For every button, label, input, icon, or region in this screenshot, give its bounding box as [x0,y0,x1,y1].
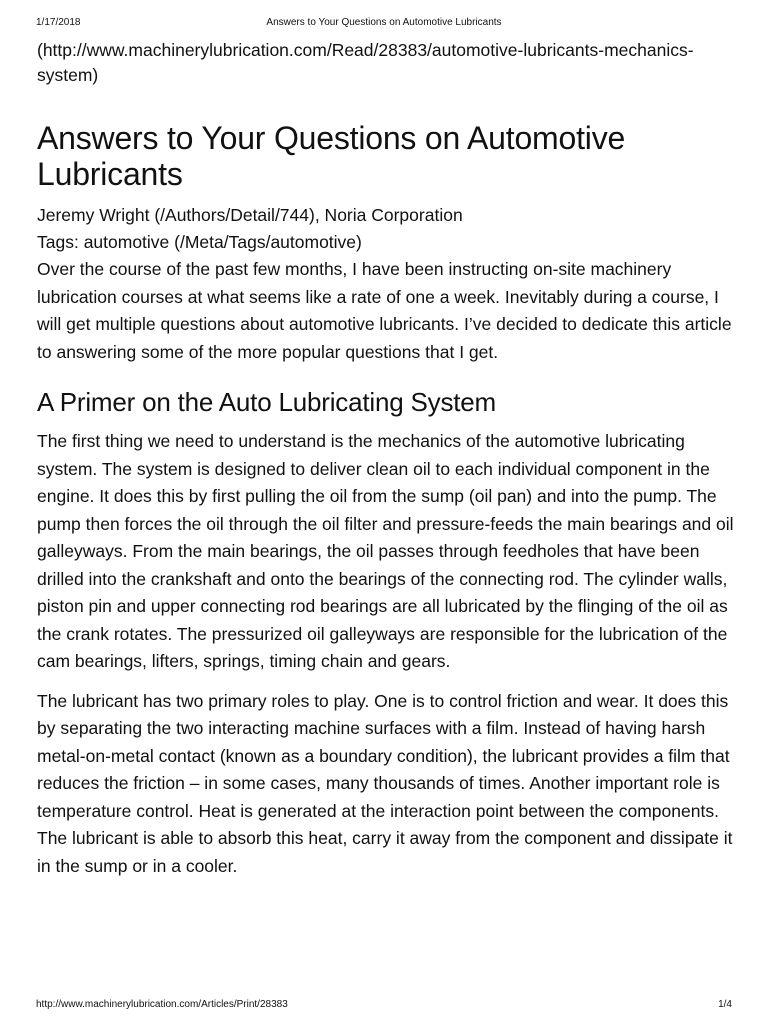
print-date: 1/17/2018 [36,17,81,28]
body-paragraph: The lubricant has two primary roles to play. One is to control friction and wear. It does this by separating the two interacting machine surfaces with a film. Instead of having harsh metal-on-metal contact (known as a boundary condition), the lubricant provides a film that reduces the friction – in some cases, many thousands of times. Another important role is temperature control. Heat is generated at the interaction point between the components. The lubricant is able to absorb this heat, carry it away from the component and dissipate it in the sump or in a cooler. [37,690,733,876]
tags-line: Tags: automotive (/Meta/Tags/automotive) [37,232,362,252]
print-header [36,16,732,30]
article-meta [37,202,737,256]
intro-paragraph: Over the course of the past few months, I have been instructing on-site machinery lubrication courses at what seems like a rate of one a week. Inevitably during a course, I will get multiple questions about automotive lubricants. I’ve decided to dedicate this article to answering some of the more popular questions that I get. [37,259,732,362]
footer-url: http://www.machinerylubrication.com/Articles/Print/28383 [36,999,288,1010]
article-content [37,38,737,880]
print-footer [36,998,732,1012]
body-paragraph: The first thing we need to understand is the mechanics of the automotive lubricating system. The system is designed to deliver clean oil to each individual component in the engine. It does this by first pulling the oil from the sump (oil pan) and into the pump. The pump then forces the oil through the oil filter and pressure-feeds the main bearings and oil galleyways. From the main bearings, the oil passes through feedholes that have been drilled into the crankshaft and onto the bearings of the connecting rod. The cylinder walls, piston pin and upper connecting rod bearings are all lubricated by the flinging of the oil as the crank rotates. The pressurized oil galleyways are responsible for the lubrication of the cam bearings, lifters, springs, timing chain and gears. [37,431,734,671]
author-line: Jeremy Wright (/Authors/Detail/744), Noria Corporation [37,205,463,225]
print-page-title: Answers to Your Questions on Automotive Lubricants [266,17,502,28]
page-number: 1/4 [718,999,732,1010]
section-heading: A Primer on the Auto Lubricating System [37,387,496,417]
source-url: (http://www.machinerylubrication.com/Read/28383/automotive-lubricants-mechanics-system) [37,40,694,85]
article-title: Answers to Your Questions on Automotive Lubricants [37,120,626,192]
